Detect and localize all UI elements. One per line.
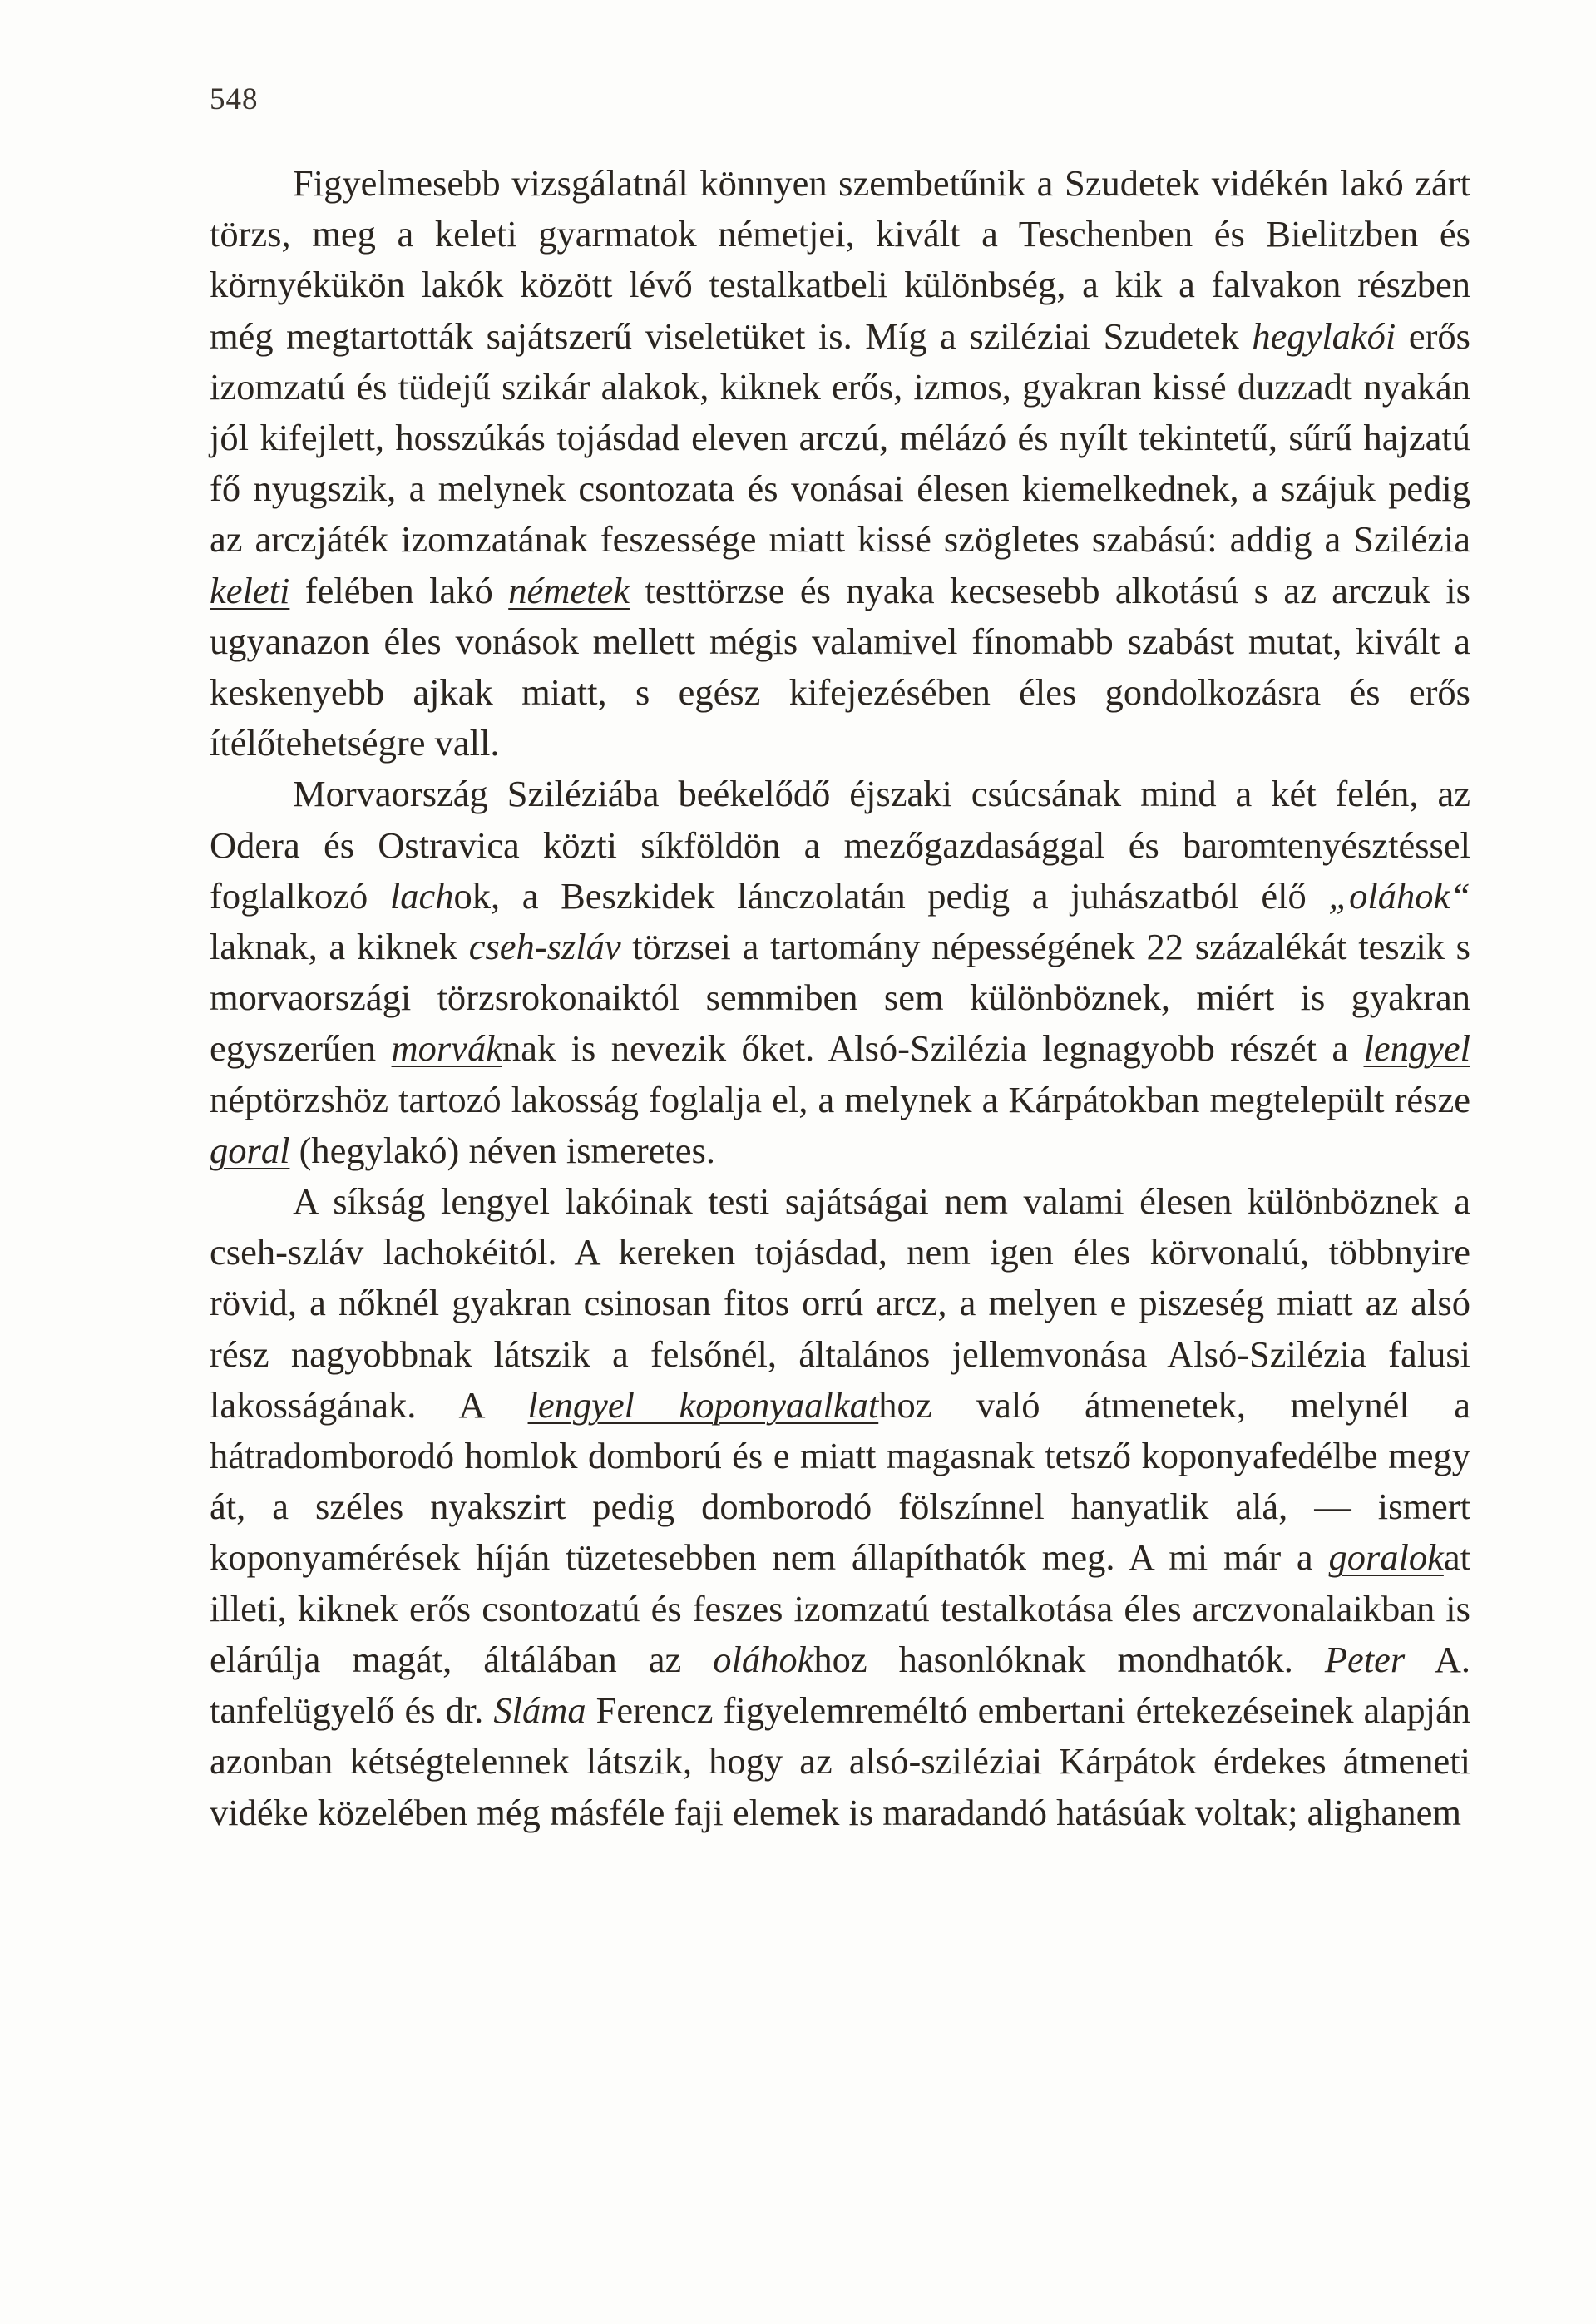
- paragraph: [210, 158, 1470, 769]
- text-run: testtörzse és nyaka kecsesebb alkotású s az arczuk is ugyanazon éles vonások mellett mégis valamivel fínomabb szabást mutat, kivált a keskenyebb ajkak miatt, s egész kifejezésében éles gondolkozásra és erős ítélőtehetségre vall.: [210, 569, 1470, 764]
- text-run: felében lakó: [289, 569, 509, 611]
- italic-term: „oláhok“: [1328, 874, 1470, 917]
- italic-term: hegylakói: [1252, 314, 1396, 357]
- text-run: ok, a Beszkidek lánczolatán pedig a juhászatból élő: [453, 874, 1329, 917]
- text-run: laknak, a kiknek: [210, 926, 469, 968]
- italic-term: Peter: [1324, 1638, 1406, 1680]
- emphasized-term: németek: [508, 569, 630, 611]
- italic-term: cseh-szláv: [468, 926, 621, 968]
- emphasized-term: lengyel: [1363, 1027, 1470, 1070]
- paragraph: [210, 1176, 1470, 1838]
- italic-term: Sláma: [493, 1689, 586, 1732]
- text-run: (hegylakó) néven ismeretes.: [289, 1129, 715, 1171]
- text-run: törzsei a tartomány népességének 22 százalékát teszik s morvaországi törzsrokonaiktól semmiben sem különböznek, miért is gyakran egyszerűen: [210, 926, 1470, 1070]
- text-run: A. tanfelügyelő és dr.: [210, 1638, 1470, 1732]
- page-number: 548: [210, 82, 259, 116]
- italic-term: oláhok: [713, 1638, 814, 1680]
- emphasized-term: keleti: [210, 569, 290, 611]
- text-run: nak is nevezik őket. Alsó-Szilézia legnagyobb részét a: [502, 1027, 1364, 1070]
- body-text: [210, 158, 1470, 1838]
- text-run: néptörzshöz tartozó lakosság foglalja el, a melynek a Kárpátokban megtelepült része: [210, 1078, 1470, 1120]
- text-run: erős izomzatú és tüdejű szikár alakok, kiknek erős, izmos, gyakran kissé duzzadt nyakán jól kifejlett, hosszúkás tojásdad eleven arczú, mélázó és nyílt tekintetű, sűrű hajzatú fő nyugszik, a melynek csontozata és vonásai élesen kiemelkednek, a szájuk pedig az arczjáték izomzatának feszessége miatt kissé szögletes szabású: addig a Szilézia: [210, 314, 1470, 561]
- text-run: A síkság lengyel lakóinak testi sajátságai nem valami élesen különböznek a cseh-szláv lachokéitól. A kereken tojásdad, nem igen éles körvonalú, többnyire rövid, a nőknél gyakran csinosan fitos orrú arcz, a melyen e piszeség miatt az alsó rész nagyobbnak látszik a felsőnél, általános jellemvonása Alsó-Szilézia falusi lakosságának. A: [210, 1180, 1470, 1426]
- italic-term: lach: [389, 874, 454, 917]
- emphasized-term: morvák: [391, 1027, 502, 1070]
- emphasized-term: goralok: [1328, 1536, 1444, 1579]
- text-run: at illeti, kiknek erős csontozatú és feszes izomzatú testalkotása éles arczvonalaikban is elárúlja magát, áltálában az: [210, 1536, 1470, 1680]
- emphasized-term: goral: [210, 1129, 290, 1171]
- text-run: hoz való átmenetek, melynél a hátradomborodó homlok domború és e miatt magasnak tetsző koponyafedélbe megy át, a széles nyakszirt pedig domborodó fölszínnel hanyatlik alá, — ismert koponyamérések híján tüzetesebben nem állapíthatók meg. A mi már a: [210, 1383, 1470, 1579]
- text-run: Morvaország Sziléziába beékelődő éjszaki csúcsának mind a két felén, az Odera és Ostravica közti síkföldön a mezőgazdasággal és baromtenyésztéssel foglalkozó: [210, 773, 1470, 917]
- text-run: hoz hasonlóknak mondhatók.: [813, 1638, 1325, 1680]
- text-run: Ferencz figyelemreméltó embertani értekezéseinek alapján azonban kétségtelennek látszik, hogy az alsó-sziléziai Kárpátok érdekes átmeneti vidéke közelében még másféle faji elemek is maradandó hatásúak voltak; alighanem: [210, 1689, 1470, 1833]
- paragraph: [210, 769, 1470, 1176]
- text-run: Figyelmesebb vizsgálatnál könnyen szembetűnik a Szudetek vidékén lakó zárt törzs, meg a keleti gyarmatok németjei, kivált a Teschenben és Bielitzben és környékükön lakók között lévő testalkatbeli különbség, a kik a falvakon részben még megtartották sajátszerű viseletüket is. Míg a sziléziai Szudetek: [210, 162, 1470, 357]
- emphasized-term: lengyel koponyaalkat: [527, 1383, 879, 1426]
